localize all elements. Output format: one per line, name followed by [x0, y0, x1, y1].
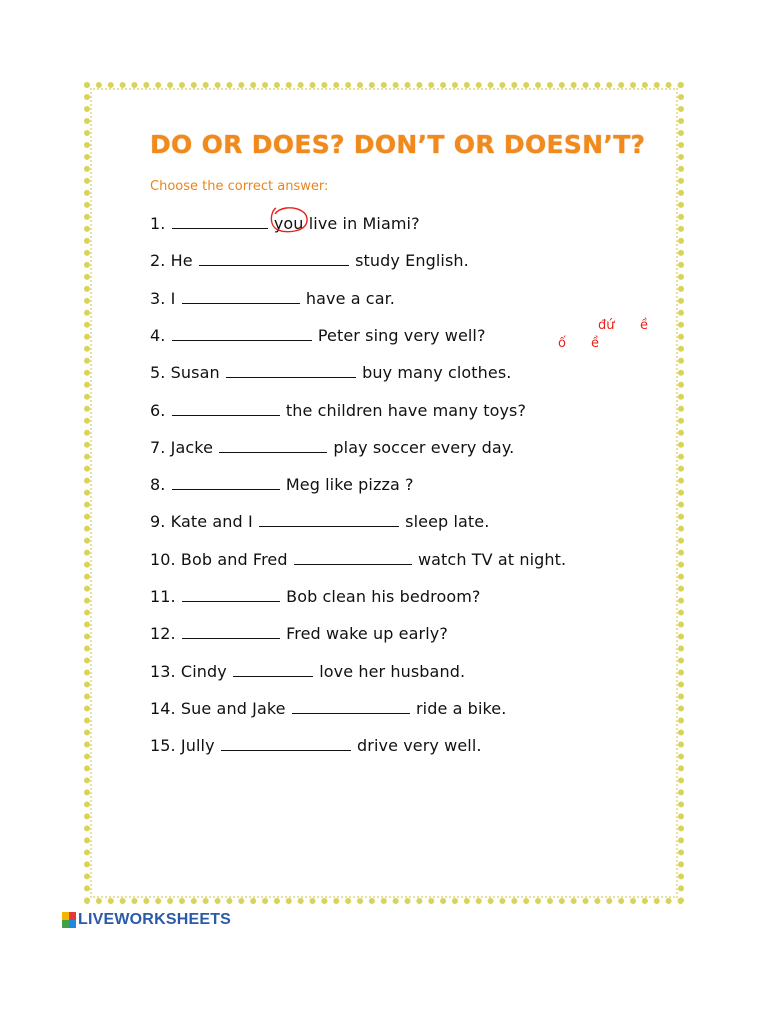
- question-prefix: 4.: [150, 325, 166, 345]
- question-item: [150, 438, 514, 457]
- answer-blank[interactable]: [182, 626, 280, 639]
- circled-answer: [274, 214, 304, 233]
- question-prefix: 12.: [150, 624, 176, 644]
- question-text: Fred wake up early?: [286, 624, 448, 644]
- answer-blank[interactable]: [294, 552, 412, 565]
- question-item: [150, 214, 420, 233]
- question-text: Peter sing very well?: [317, 325, 486, 345]
- question-prefix: 8.: [150, 475, 166, 495]
- question-prefix: 9. Kate and I: [150, 512, 253, 532]
- question-prefix: 5. Susan: [150, 363, 220, 383]
- question-prefix: 6.: [150, 400, 166, 420]
- stray-mark: ề: [640, 318, 648, 333]
- question-text: Bob clean his bedroom?: [286, 587, 481, 606]
- circled-word: you: [273, 214, 304, 233]
- answer-blank[interactable]: [172, 216, 268, 229]
- question-text: study English.: [355, 251, 469, 271]
- answer-blank[interactable]: [199, 253, 349, 266]
- liveworksheets-logo[interactable]: [62, 911, 231, 929]
- answer-blank[interactable]: [182, 589, 280, 602]
- question-item: [150, 624, 448, 643]
- question-text: ride a bike.: [415, 698, 507, 718]
- question-text: have a car.: [305, 288, 395, 308]
- question-prefix: 3. I: [150, 288, 176, 308]
- answer-blank[interactable]: [259, 514, 399, 527]
- question-item: [150, 662, 465, 681]
- question-item: [150, 512, 489, 531]
- answer-blank[interactable]: [172, 477, 280, 490]
- question-item: [150, 251, 469, 270]
- question-text: live in Miami?: [308, 214, 420, 233]
- question-text: play soccer every day.: [333, 437, 515, 457]
- question-item: [150, 550, 566, 569]
- question-text: watch TV at night.: [417, 549, 567, 569]
- stray-mark: ề: [591, 336, 599, 351]
- question-prefix: 10. Bob and Fred: [150, 549, 288, 569]
- question-text: buy many clothes.: [362, 363, 512, 383]
- question-prefix: 15. Jully: [150, 736, 215, 756]
- question-item: [150, 363, 511, 382]
- answer-blank[interactable]: [172, 403, 280, 416]
- question-text: sleep late.: [405, 512, 490, 532]
- answer-blank[interactable]: [233, 664, 313, 677]
- question-prefix: 14. Sue and Jake: [150, 698, 286, 718]
- logo-text: LIVEWORKSHEETS: [78, 911, 232, 928]
- question-text: drive very well.: [357, 736, 482, 756]
- question-item: [150, 401, 526, 420]
- stray-mark: đứ: [598, 318, 615, 333]
- answer-blank[interactable]: [172, 328, 312, 341]
- question-item: [150, 699, 506, 718]
- question-item: [150, 326, 486, 345]
- question-item: [150, 289, 395, 308]
- question-item: [150, 475, 414, 494]
- stray-mark: ố: [558, 336, 566, 351]
- answer-blank[interactable]: [182, 291, 300, 304]
- answer-blank[interactable]: [221, 738, 351, 751]
- question-prefix: 2. He: [150, 251, 193, 271]
- instruction-text: Choose the correct answer:: [150, 179, 329, 194]
- question-text: love her husband.: [319, 661, 466, 681]
- question-item: [150, 736, 482, 755]
- question-prefix: 13. Cindy: [150, 661, 227, 681]
- question-prefix: 1.: [150, 214, 166, 233]
- question-prefix: 11.: [150, 587, 176, 606]
- question-text: Meg like pizza ?: [285, 475, 414, 495]
- question-prefix: 7. Jacke: [150, 437, 214, 457]
- answer-blank[interactable]: [292, 701, 410, 714]
- answer-blank[interactable]: [219, 440, 327, 453]
- answer-blank[interactable]: [226, 365, 356, 378]
- liveworksheets-logo-icon: [62, 912, 76, 928]
- question-item: [150, 587, 481, 606]
- worksheet-title: DO OR DOES? DON’T OR DOESN’T?: [150, 130, 646, 159]
- question-text: the children have many toys?: [285, 400, 527, 420]
